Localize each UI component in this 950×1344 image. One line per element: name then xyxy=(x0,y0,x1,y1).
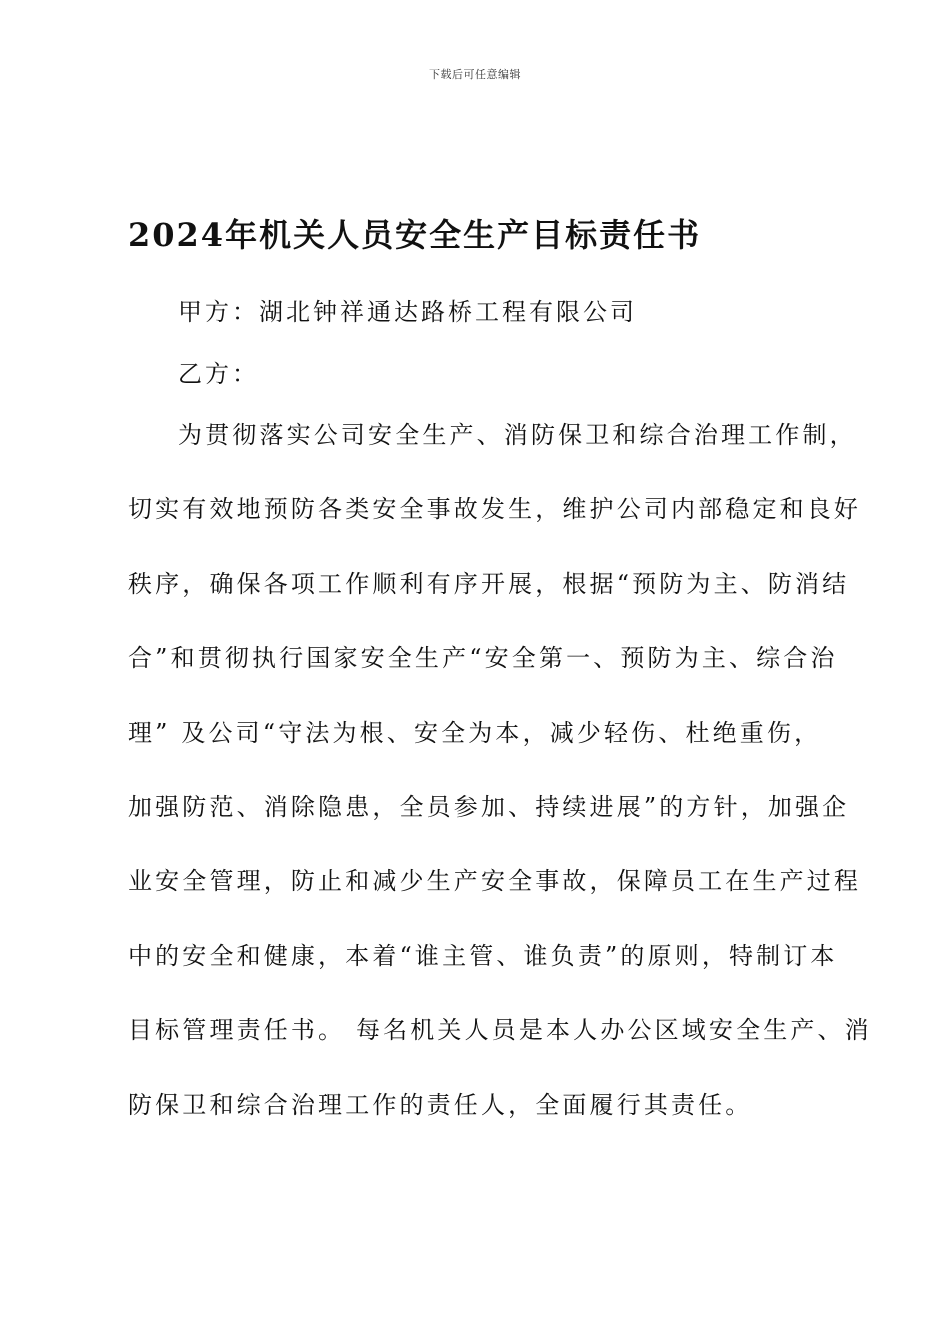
body-line: 中的安全和健康，本着“谁主管、谁负责”的原则，特制订本 xyxy=(128,941,838,970)
body-line: 防保卫和综合治理工作的责任人，全面履行其责任。 xyxy=(128,1090,753,1119)
body-line: 秩序，确保各项工作顺利有序开展，根据“预防为主、防消结 xyxy=(128,569,850,598)
page-header-note: 下载后可任意编辑 xyxy=(429,68,521,81)
body-line: 目标管理责任书。 每名机关人员是本人办公区域安全生产、消 xyxy=(128,1016,872,1045)
party-a-line: 甲方：湖北钟祥通达路桥工程有限公司 xyxy=(178,298,637,326)
body-line: 合”和贯彻执行国家安全生产“安全第一、预防为主、综合治 xyxy=(128,644,838,673)
body-paragraph xyxy=(128,415,872,1159)
body-line: 业安全管理，防止和减少生产安全事故，保障员工在生产过程 xyxy=(128,867,862,896)
body-line: 加强防范、消除隐患，全员参加、持续进展”的方针，加强企 xyxy=(128,792,850,821)
document-title: 2024年机关人员安全生产目标责任书 xyxy=(128,216,702,254)
body-line: 为贯彻落实公司安全生产、消防保卫和综合治理工作制， xyxy=(178,421,857,449)
body-line: 切实有效地预防各类安全事故发生，维护公司内部稳定和良好 xyxy=(128,495,862,524)
body-line: 理” 及公司“守法为根、安全为本，减少轻伤、杜绝重伤， xyxy=(128,718,822,747)
party-b-line: 乙方： xyxy=(178,360,259,388)
